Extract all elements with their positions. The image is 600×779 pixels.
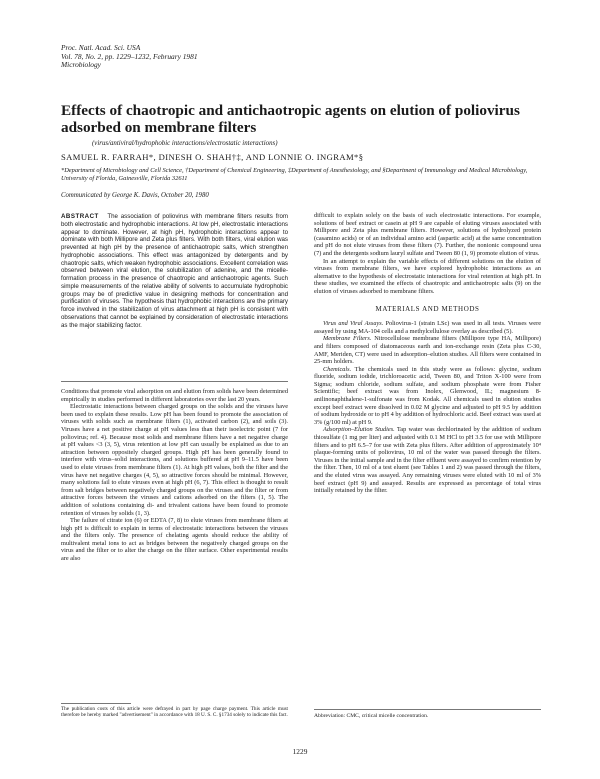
page-number: 1229 [292,747,308,756]
methods-adsorption [314,426,541,494]
affiliations: *Department of Microbiology and Cell Science, †Department of Chemical Engineering, ‡Department of Anesthesiology, and §Department of Immunology and Medical Microbiology, University of Florida, Gainesville, Florida 32611 [61,167,528,182]
intro-paragraph-4: difficult to explain solely on the basis of such electrostatic interactions. For example, solutions of beef extract or casein at pH 9 are capable of eluting viruses associated with Millipore and Zeta plus membrane filters. However, solutions of hydrolyzed protein (casamino acids) or of an individual amino acid (aspartic acid) at the same concentration and pH do not elute viruses from these filters (7). Further, the nonionic compound urea (7) and the detergents sodium lauryl sulfate and Tween 80 (1, 9) promote elution of virus. [314,212,541,257]
footnote: The publication costs of this article were defrayed in part by page charge payment. This article must therefore be hereby marked "advertisement" in accordance with 18 U. S. C. §1734 solely to indicate this fact. [61,706,288,719]
intro-paragraph-3: The failure of citrate ion (6) or EDTA (7, 8) to elute viruses from membrane filters at high pH is difficult to explain in terms of electrostatic interactions between the viruses and the filters only. The presence of chelating agents should reduce the ability of multivalent metal ions to act as bridges between the negatively charged groups on the virus and the filter or to alter the charge on the filter surface. Other experimental results are also [61,517,288,563]
journal-header [61,44,198,70]
methods-virus-text: Poliovirus-1 (strain LSc) was used in all tests. Viruses were assayed by using MA-104 cells and a methylcellulose overlay as described (5). [314,320,541,335]
abstract-rule [61,381,288,382]
abbreviation-note: Abbreviation: CMC, critical micelle concentration. [314,713,429,719]
abstract-text: The association of poliovirus with membrane filters results from both electrostatic and hydrophobic interactions. At low pH, electrostatic interactions appear to dominate. However, at high pH, hydrophobic interactions appear to dominate with both Millipore and Zeta plus filters. With both filters, viral elution was prevented at high pH by the presence of antichaotropic salts, which strengthen hydrophobic associations. This effect was antagonized by detergents and by chaotropic salts, which weaken hydrophobic associations. Excellent correlation was observed between viral elution, the solubilization of adenine, and the micelle-formation process in the presence of chaotropic and antichaotropic agents. Such simple measurements of the relative ability of solvents to accumulate hydrophobic groups may be of predictive value in designing methods for concentration and purification of viruses. The hypothesis that hydrophobic interactions are the primary force involved in the stabilization of virus attachment at high pH is consistent with observations that cannot be explained by consideration of electrostatic interactions as the major stabilizing factor. [61,213,288,329]
methods-membrane-text: Nitrocellulose membrane filters (Millipore type HA, Millipore) and filters composed of diatomaceous earth and ion-exchange resin (Zeta plus C-30, AMF, Meriden, CT) were used in adsorption–elution studies. All filters were contained in 25-mm holders. [314,335,542,366]
abbreviation-rule [314,709,541,710]
communicated-by: Communicated by George K. Davis, October 20, 1980 [61,192,209,199]
journal-name: Proc. Natl. Acad. Sci. USA [61,43,141,52]
methods-membrane [314,335,541,365]
author-list: SAMUEL R. FARRAH*, DINESH O. SHAH†‡, AND LONNIE O. INGRAM*§ [61,152,364,162]
keywords: (virus/antiviral/hydrophobic interactions/electrostatic interactions) [92,140,278,147]
abstract [61,213,288,329]
methods-chemicals-text: The chemicals used in this study were as follows: glycine, sodium fluoride, sodium iodide, trichloroacetic acid, Tween 80, and Triton X-100 were from Sigma; sodium chloride, sodium sulfate, and sodium phosphate were from Fisher Scientific; beef extract was from Inolex, Glenwood, IL; magnesium 8-anilinonaphthalene-1-sulfonate was from Kodak. All chemicals used in elution studies except beef extract were dissolved in 0.02 M glycine and adjusted to pH 9.5 by addition of sodium hydroxide or to pH 4 by addition of hydrochloric acid. Beef extract was used at 3% (g/100 ml) at pH 9. [314,365,541,426]
run-in-heading-virus: Virus and Viral Assays. [323,320,384,328]
right-column [314,212,541,495]
run-in-heading-adsorption: Adsorption–Elution Studies. [323,426,395,434]
article-title: Effects of chaotropic and antichaotropic agents on elution of poliovirus adsorbed on membrane filters [61,102,520,136]
run-in-heading-membrane: Membrane Filters. [323,335,372,343]
intro-paragraph-1: Conditions that promote viral adsorption on and elution from solids have been determined empirically in studies performed in different laboratories over the last 20 years. [61,388,288,403]
abstract-heading: ABSTRACT [61,213,99,220]
methods-adsorption-text: Tap water was dechlorinated by the addition of sodium thiosulfate (1 mg per liter) and adjusted with 0.1 M HCl to pH 3.5 for use with Millipore filters and to pH 6.5–7 for use with Zeta plus filters. After addition of approximately 10⁴ plaque-forming units of poliovirus, 10 ml of the water was passed through the filters. Viruses in the initial sample and in the filter effluent were assayed to confirm retention by the filter. Then, 10 ml of a test eluent (see Tables 1 and 2) was passed through the filters, and the eluted virus was assayed. Any remaining viruses were eluted with 10 ml of 3% beef extract (pH 9) and assayed. Results are expressed as percentage of total virus initially retained by the filter. [314,426,541,495]
intro-paragraph-2: Electrostatic interactions between charged groups on the solids and the viruses have been used to explain these results. Low pH has been found to promote the association of viruses with solids such as membrane filters (1), activated carbon (2), and soils (3). Viruses have a net positive charge at pH values less than their isoelectric point (7 for poliovirus; ref. 4). Because most solids and membrane filters have a net negative charge at pH values <3 (3, 5), virus retention at low pH can usually be explained as due to an attraction between oppositely charged groups. High pH has been generally found to interfere with virus–solid interactions, and solutions buffered at pH 9–11.5 have been used to elute viruses from membrane filters (1). At high pH values, both the filter and the virus have net negative charges (4, 5), so attractive forces should be minimal. However, many solutions fail to elute viruses even at high pH (6, 7). This effect is thought to result from salt bridges between negatively charged groups on the viruses and the filter or from attractive forces between the viruses and cations adsorbed on the filters (1, 5). The addition of solutions containing di- and trivalent cations have been found to promote retention of viruses by solids (1, 3). [61,403,288,517]
section-heading-methods: MATERIALS AND METHODS [375,304,480,313]
footnote-rule [61,703,131,704]
methods-chemicals [314,366,541,427]
run-in-heading-chemicals: Chemicals. [323,365,352,373]
journal-section: Microbiology [61,60,101,70]
intro-paragraph-5: In an attempt to explain the variable effects of different solutions on the elution of viruses from membrane filters, we have explored hydrophobic interactions as an alternative to the hypothesis of electrostatic interactions for viral retention at high pH. In these studies, we examined the effects of chaotropic and antichaotropic salts (9) on the elution of viruses adsorbed to membrane filters. [314,257,541,295]
left-column [61,388,288,563]
methods-virus [314,320,541,335]
journal-volume: Vol. 78, No. 2, pp. 1229–1232, February 1981 [61,51,198,61]
